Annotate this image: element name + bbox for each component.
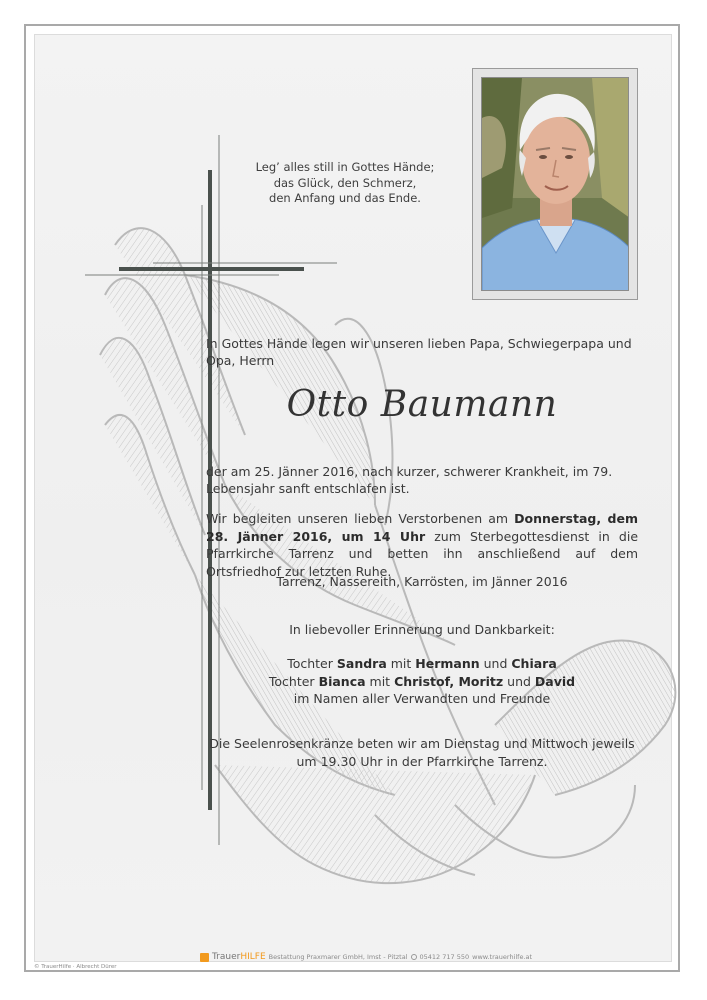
verse-line: den Anfang und das Ende. <box>269 191 421 205</box>
trauerhilfe-logo-icon <box>200 953 209 962</box>
image-credit: © TrauerHilfe · Albrecht Dürer <box>34 964 117 970</box>
portrait-photo <box>481 77 629 291</box>
rosary-info <box>206 735 638 770</box>
place-date: Tarrenz, Nassereith, Karrösten, im Jänner 2016 <box>276 574 568 589</box>
phone-icon <box>411 954 417 960</box>
verse-line: Leg’ alles still in Gottes Hände; <box>255 160 435 174</box>
death-notice-text: der am 25. Jänner 2016, nach kurzer, schwerer Krankheit, im 79. Lebensjahr sanft entschlafen ist. <box>206 464 613 496</box>
funeral-info-text: Wir begleiten unseren lieben Verstorbenen am <box>206 511 515 526</box>
rosary-line: um 19.30 Uhr in der Pfarrkirche Tarrenz. <box>296 753 548 769</box>
footer-logo[interactable]: TrauerHILFE <box>212 952 266 962</box>
footer <box>200 950 532 964</box>
verse <box>240 160 450 207</box>
intro-text: In Gottes Hände legen wir unseren lieben Papa, Schwiegerpapa und Opa, Herrn <box>206 336 632 368</box>
family-line: im Namen aller Verwandten und Freunde <box>293 691 551 706</box>
funeral-date: Donnerstag, dem 28. Jänner 2016, um 14 Uhr <box>206 511 638 544</box>
portrait-frame <box>472 68 638 300</box>
footer-company: Bestattung Praxmarer GmbH, Imst - Pitztal <box>268 953 408 961</box>
footer-phone: 05412 717 550 <box>419 953 470 961</box>
family-line: Tochter Sandra mit Hermann und Chiara <box>287 656 557 671</box>
family-list <box>206 655 638 708</box>
footer-website[interactable]: www.trauerhilfe.at <box>472 953 533 961</box>
deceased-name: Otto Baumann <box>286 384 558 425</box>
funeral-info <box>206 510 638 580</box>
verse-line: das Glück, den Schmerz, <box>273 175 417 190</box>
funeral-info-text: zum Sterbegottesdienst in die Pfarrkirche Tarrenz und betten ihn anschließend auf dem Ortsfriedhof zur letzten Ruhe. <box>206 528 639 579</box>
memory-line: In liebevoller Erinnerung und Dankbarkeit: <box>289 622 555 637</box>
rosary-line: Die Seelenrosenkränze beten wir am Dienstag und Mittwoch jeweils <box>209 736 635 751</box>
family-line: Tochter Bianca mit Christof, Moritz und David <box>268 673 576 689</box>
